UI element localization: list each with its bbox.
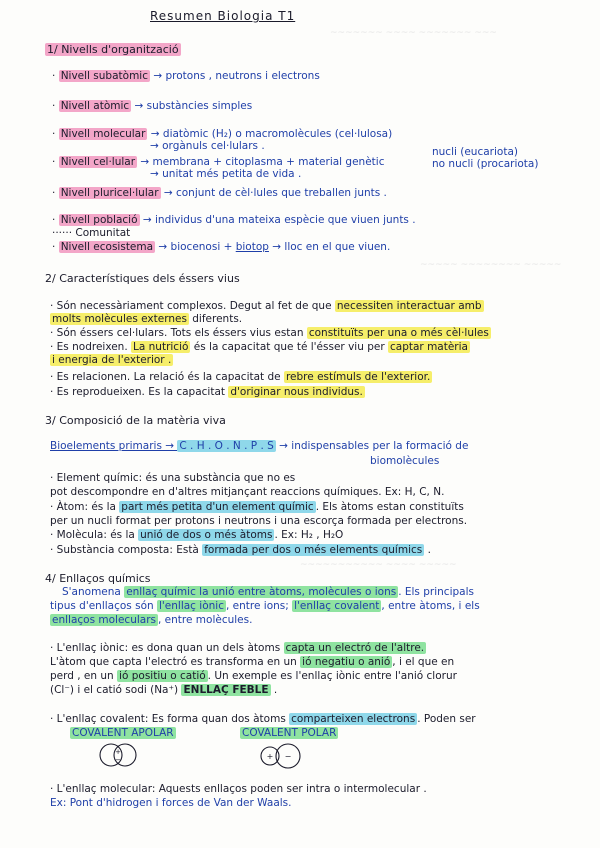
- level-cellular-eukaryote: nucli (eucariota): [432, 146, 518, 158]
- apolar-molecule-icon: [98, 740, 138, 770]
- bonds-intro-3: enllaços moleculars , entre molècules.: [52, 614, 253, 626]
- level-cellular: · Nivell cel·lular → membrana + citoplasma + material genètic: [52, 156, 385, 168]
- ionic-1: · L'enllaç iònic: es dona quan un dels àtoms capta un electró de l'altre.: [50, 642, 425, 654]
- def-compound: · Substància composta: Està formada per dos o més elements químics .: [50, 544, 431, 556]
- trait-nutrition-cont: i energia de l'exterior .: [52, 354, 172, 366]
- bleed-through-text: ~~~~~~~ ~~~~ ~~~~~~~ ~~~: [330, 28, 497, 38]
- ionic-2: L'àtom que capta l'electró es transforma en un ió negatiu o anió , i el que en: [50, 656, 455, 668]
- trait-cellular: · Són éssers cel·lulars. Tots els éssers vius estan constituïts per una o més cèl·lules: [50, 327, 489, 339]
- bioelements-line: Bioelements primaris → C . H . O . N . P . S → indispensables per la formació de: [50, 440, 469, 452]
- trait-reproduction: · Es reprodueixen. Es la capacitat d'originar nous individus.: [50, 386, 363, 398]
- trait-complex-cont: molts molècules externes diferents.: [52, 313, 243, 325]
- level-multicellular: · Nivell pluricel·lular → conjunt de cèl·lules que treballen junts .: [52, 187, 387, 199]
- section-heading-4: 4/ Enllaços químics: [45, 572, 151, 585]
- ionic-4: (Cl⁻) i el catió sodi (Na⁺) ENLLAÇ FEBLE .: [50, 684, 278, 696]
- level-cellular-prokaryote: no nucli (procariota): [432, 158, 539, 170]
- level-molecular-sub: → orgànuls cel·lulars .: [150, 140, 265, 152]
- bleed-through-text: ~~~~~ ~~~~~~~~ ~~~~~: [420, 260, 562, 270]
- level-atomic: · Nivell atòmic → substàncies simples: [52, 100, 253, 112]
- ionic-3: perd , en un ió positiu o catió . Un exemple es l'enllaç iònic entre l'anió clorur: [50, 670, 457, 682]
- def-element-cont: pot descompondre en d'altres mitjançant reaccions químiques. Ex: H, C, N.: [50, 486, 445, 498]
- level-community: ······ Comunitat: [52, 227, 131, 239]
- molecular-bond-1: · L'enllaç molecular: Aquests enllaços poden ser intra o intermolecular .: [50, 783, 427, 795]
- covalent-1: · L'enllaç covalent: Es forma quan dos àtoms comparteixen electrons . Poden ser: [50, 713, 476, 725]
- bleed-through-text: ~~~~~~~~~~~ ~~~~ ~~~~~: [300, 560, 457, 570]
- def-atom: · Àtom: és la part més petita d'un element químic . Els àtoms estan constituïts: [50, 501, 464, 513]
- svg-text:+: +: [266, 752, 274, 761]
- level-molecular: · Nivell molecular → diatòmic (H₂) o macromolècules (cel·lulosa): [52, 128, 393, 140]
- section-heading-2: 2/ Característiques dels éssers vius: [45, 272, 240, 285]
- polar-molecule-icon: [258, 742, 304, 770]
- bioelements-biomolecules: biomolècules: [370, 455, 440, 467]
- covalent-apolar-label: COVALENT APOLAR: [72, 727, 174, 739]
- bonds-intro-2: tipus d'enllaços són l'enllaç iònic , entre ions; l'enllaç covalent , entre àtoms, i els: [50, 600, 480, 612]
- def-element: · Element químic: és una substància que no es: [50, 472, 296, 484]
- molecular-bond-2: Ex: Pont d'hidrogen i forces de Van der Waals.: [50, 797, 292, 809]
- svg-text:−: −: [284, 752, 292, 761]
- level-population: · Nivell població → individus d'una mateixa espècie que viuen junts .: [52, 214, 416, 226]
- level-subatomic: · Nivell subatòmic → protons , neutrons i electrons: [52, 70, 320, 82]
- svg-text:+: +: [115, 748, 121, 756]
- page-title: Resumen Biologia T1: [150, 9, 296, 23]
- section-heading-1: 1/ Nivells d'organització: [47, 43, 179, 56]
- def-atom-cont: per un nucli format per protons i neutrons i una escorça formada per electrons.: [50, 515, 468, 527]
- trait-nutrition: · Es nodreixen. La nutrició és la capacitat que té l'ésser viu per captar matèria: [50, 341, 468, 353]
- trait-complex: · Són necessàriament complexos. Degut al fet de que necessiten interactuar amb: [50, 300, 482, 312]
- covalent-polar-label: COVALENT POLAR: [242, 727, 337, 739]
- level-cellular-sub: → unitat més petita de vida .: [150, 168, 302, 180]
- section-heading-3: 3/ Composició de la matèria viva: [45, 414, 226, 427]
- trait-relation: · Es relacionen. La relació és la capacitat de rebre estímuls de l'exterior.: [50, 371, 431, 383]
- def-molecule: · Molècula: és la unió de dos o més àtoms . Ex: H₂ , H₂O: [50, 529, 344, 541]
- bonds-intro-1: S'anomena enllaç químic la unió entre àtoms, molècules o ions . Els principals: [62, 586, 474, 598]
- svg-text:−: −: [115, 756, 121, 764]
- level-ecosystem: · Nivell ecosistema → biocenosi + biotop → lloc en el que viuen.: [52, 241, 391, 253]
